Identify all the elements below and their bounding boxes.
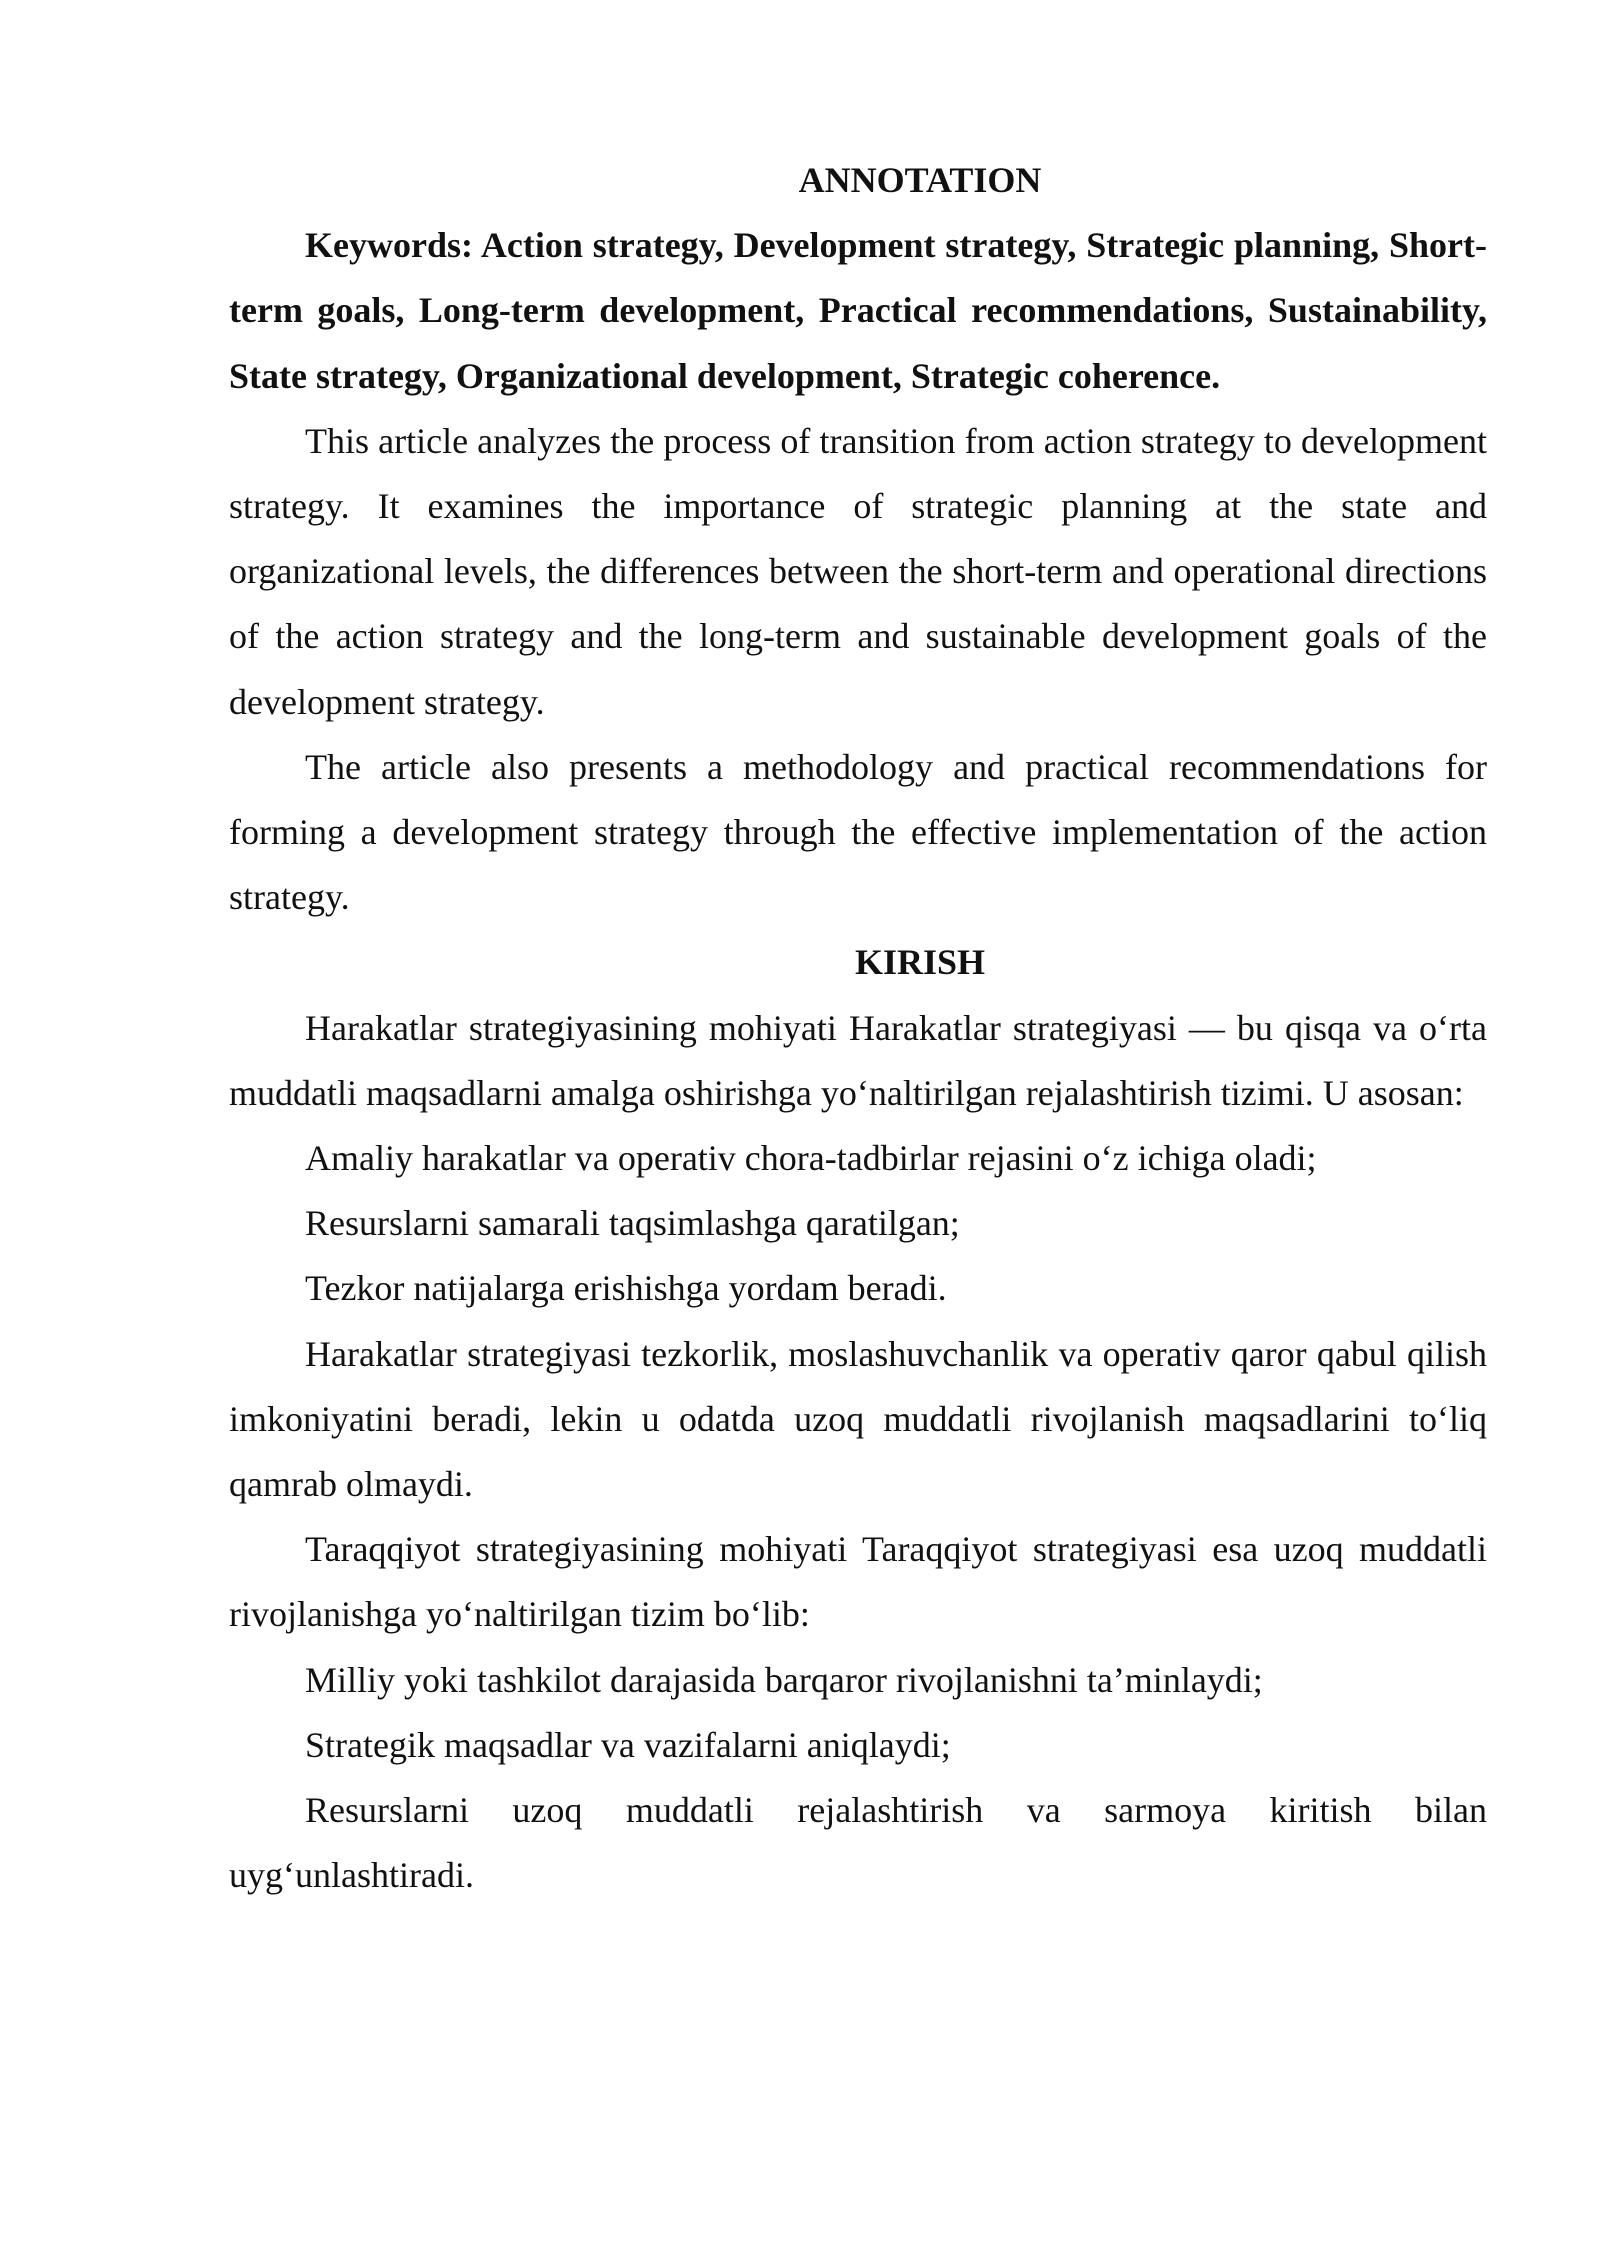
kirish-intro-paragraph: Harakatlar strategiyasining mohiyati Harakatlar strategiyasi — bu qisqa va o‘rta muddatli maqsadlarni amalga oshirishga yo‘naltirilgan rejalashtirish tizimi. U asosan: [229,1007,1487,1113]
annotation-paragraph: This article analyzes the process of transition from action strategy to development strategy. It examines the importance of strategic planning at the state and organizational levels, the differences between the short-term and operational directions of the action strategy and the long-term and sustainable development goals of the development strategy. [229,420,1487,722]
kirish-summary-paragraph: Harakatlar strategiyasi tezkorlik, moslashuvchanlik va operativ qaror qabul qilish imkoniyatini beradi, lekin u odatda uzoq muddatli rivojlanish maqsadlarini to‘liq qamrab olmaydi. [229,1333,1487,1505]
list-item: Milliy yoki tashkilot darajasida barqaror rivojlanishni ta’minlaydi; [305,1659,1263,1700]
list-item: Resurslarni samarali taqsimlashga qaratilgan; [305,1203,960,1244]
kirish-heading: KIRISH [854,942,986,983]
keywords-text: Action strategy, Development strategy, Strategic planning, Short-term goals, Long-term development, Practical recommendations, Sustainability, State strategy, Organizational development, Strategic coherence. [229,225,1487,396]
list-item: Tezkor natijalarga erishishga yordam beradi. [305,1268,947,1309]
annotation-paragraph: The article also presents a methodology and practical recommendations for forming a development strategy through the effective implementation of the action strategy. [229,746,1487,918]
keywords-label: Keywords: [305,225,473,266]
page-content [229,148,1487,1908]
list-item: Resurslarni uzoq muddatli rejalashtirish va sarmoya kiritish bilan uyg‘unlashtiradi. [229,1790,1487,1896]
kirish-intro2-paragraph: Taraqqiyot strategiyasining mohiyati Taraqqiyot strategiyasi esa uzoq muddatli rivojlanishga yo‘naltirilgan tizim bo‘lib: [229,1529,1487,1635]
annotation-heading: ANNOTATION [798,160,1042,200]
keywords-paragraph [229,213,1487,409]
list-item: Strategik maqsadlar va vazifalarni aniqlaydi; [305,1724,951,1765]
list-item: Amaliy harakatlar va operativ chora-tadbirlar rejasini o‘z ichiga oladi; [305,1138,1317,1179]
